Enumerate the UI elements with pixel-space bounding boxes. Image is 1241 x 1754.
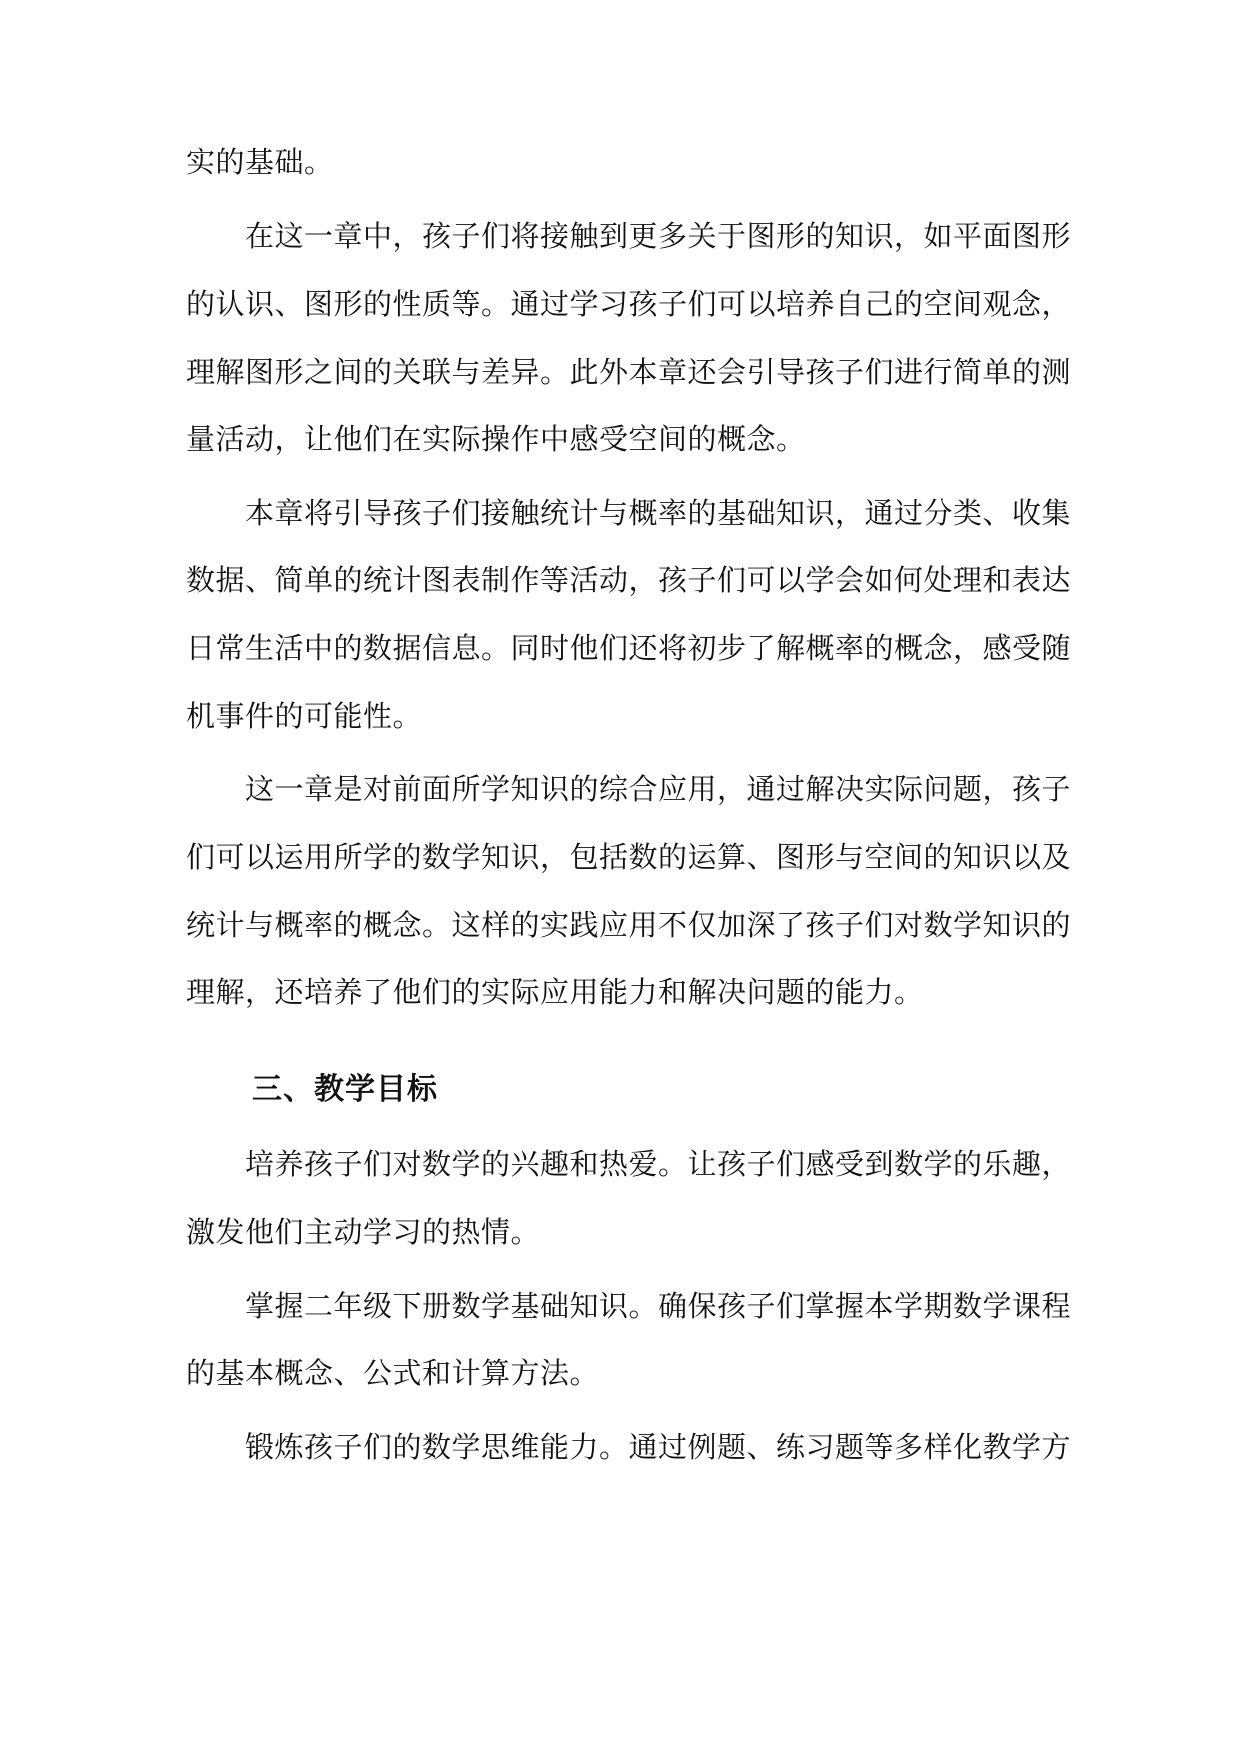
paragraph-line: 机事件的可能性。 — [186, 699, 423, 733]
paragraph-line: 量活动，让他们在实际操作中感受空间的概念。 — [186, 422, 806, 456]
paragraph-line: 这一章是对前面所学知识的综合应用，通过解决实际问题，孩子 — [245, 772, 1072, 806]
paragraph-line: 锻炼孩子们的数学思维能力。通过例题、练习题等多样化教学方 — [245, 1430, 1072, 1464]
paragraph-line: 掌握二年级下册数学基础知识。确保孩子们掌握本学期数学课程 — [245, 1289, 1072, 1323]
paragraph-line: 理解图形之间的关联与差异。此外本章还会引导孩子们进行简单的测 — [186, 355, 1072, 389]
section-heading: 三、教学目标 — [252, 1072, 438, 1107]
paragraph-line: 理解，还培养了他们的实际应用能力和解决问题的能力。 — [186, 975, 924, 1009]
paragraph-line: 本章将引导孩子们接触统计与概率的基础知识，通过分类、收集 — [245, 496, 1072, 530]
paragraph-line: 数据、简单的统计图表制作等活动，孩子们可以学会如何处理和表达 — [186, 563, 1072, 597]
paragraph-line: 培养孩子们对数学的兴趣和热爱。让孩子们感受到数学的乐趣， — [245, 1147, 1072, 1181]
paragraph-line: 在这一章中，孩子们将接触到更多关于图形的知识，如平面图形 — [245, 219, 1072, 253]
paragraph-line: 的认识、图形的性质等。通过学习孩子们可以培养自己的空间观念， — [186, 287, 1072, 321]
paragraph-line: 们可以运用所学的数学知识，包括数的运算、图形与空间的知识以及 — [186, 840, 1072, 874]
paragraph-line: 统计与概率的概念。这样的实践应用不仅加深了孩子们对数学知识的 — [186, 908, 1072, 942]
paragraph-line: 日常生活中的数据信息。同时他们还将初步了解概率的概念，感受随 — [186, 631, 1072, 665]
paragraph-line: 激发他们主动学习的热情。 — [186, 1215, 541, 1249]
paragraph-line: 的基本概念、公式和计算方法。 — [186, 1356, 600, 1390]
paragraph-line: 实的基础。 — [186, 145, 334, 179]
